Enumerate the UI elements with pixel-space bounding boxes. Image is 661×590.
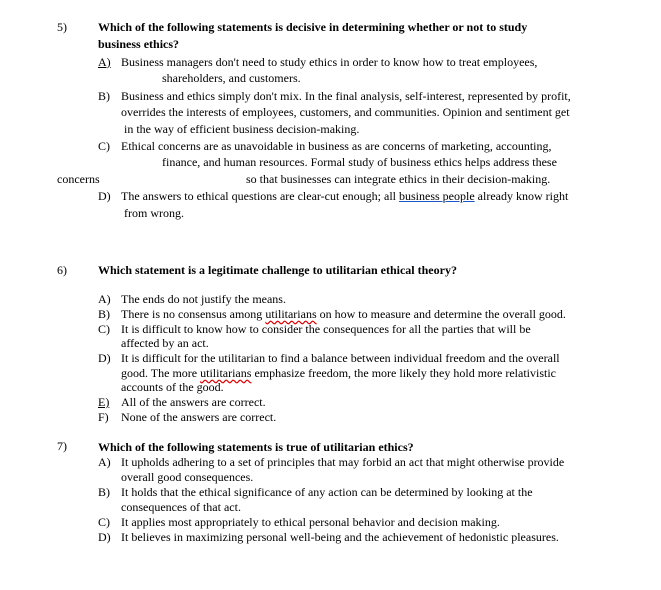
question-6-option-d-line3: accounts of the good. — [121, 380, 224, 394]
question-5-option-b-line3: in the way of efficient business decision-making. — [124, 122, 360, 136]
question-6-option-e-text: All of the answers are correct. — [121, 395, 266, 409]
question-5-option-c-letter: C) — [98, 139, 110, 153]
question-5-option-c-line2: finance, and human resources. Formal study of business ethics helps address these — [162, 155, 557, 169]
question-5-option-d-post: already know right — [474, 189, 569, 203]
question-6-option-d-post: emphasize freedom, the more likely they hold more relativistic — [251, 366, 557, 380]
question-6-option-d-line2 — [121, 366, 556, 381]
question-7-option-b-line2: consequences of that act. — [121, 500, 241, 514]
question-7-number: 7) — [57, 439, 67, 453]
question-6-option-b-pre: There is no consensus among — [121, 307, 266, 321]
question-5-option-d-link[interactable]: business people — [399, 189, 475, 203]
question-5-option-c-line3a: concerns — [57, 172, 100, 186]
question-6-option-c-line2: affected by an act. — [121, 336, 209, 350]
question-5-option-b-line2: overrides the interests of employees, customers, and communities. Opinion and sentiment get — [121, 105, 570, 119]
question-6-option-a-letter: A) — [98, 292, 111, 306]
question-6-option-e-letter: E) — [98, 395, 110, 409]
question-5-option-d-line2: from wrong. — [124, 206, 184, 220]
question-6-option-b-text — [121, 307, 566, 322]
question-6-option-f-letter: F) — [98, 410, 109, 424]
question-6-option-b-letter: B) — [98, 307, 110, 321]
question-6-number: 6) — [57, 263, 67, 277]
question-6-option-b-flagged-word: utilitarians — [265, 307, 317, 321]
question-7-option-d-text: It believes in maximizing personal well-being and the achievement of hedonistic pleasures. — [121, 530, 559, 544]
question-7-option-d-letter: D) — [98, 530, 111, 544]
question-7-option-b-line1: It holds that the ethical significance of any action can be determined by looking at the — [121, 485, 533, 499]
question-5-option-b-line1: Business and ethics simply don't mix. In the final analysis, self-interest, represented by profit, — [121, 89, 571, 103]
question-7-option-a-letter: A) — [98, 455, 111, 469]
question-7-prompt: Which of the following statements is true of utilitarian ethics? — [98, 440, 414, 454]
question-5-prompt-line2: business ethics? — [98, 37, 180, 51]
question-7-option-b-letter: B) — [98, 485, 110, 499]
question-5-option-a-letter: A) — [98, 55, 111, 69]
question-7-option-a-line1: It upholds adhering to a set of principles that may forbid an act that might otherwise provide — [121, 455, 565, 469]
question-5-option-d-pre: The answers to ethical questions are clear-cut enough; all — [121, 189, 399, 203]
question-6-option-a-text: The ends do not justify the means. — [121, 292, 286, 306]
question-6-option-d-flagged-word: utilitarians — [200, 366, 252, 380]
question-7-option-c-letter: C) — [98, 515, 110, 529]
question-7-option-a-line2: overall good consequences. — [121, 470, 254, 484]
question-7-option-c-text: It applies most appropriately to ethical personal behavior and decision making. — [121, 515, 500, 529]
question-6-option-d-line1: It is difficult for the utilitarian to find a balance between individual freedom and the overall — [121, 351, 560, 365]
question-6-option-c-line1: It is difficult to know how to consider the consequences for all the parties that will be — [121, 322, 531, 336]
question-5-option-a-line2: shareholders, and customers. — [162, 71, 301, 85]
question-5-option-d-letter: D) — [98, 189, 111, 203]
question-5-prompt-line1: Which of the following statements is decisive in determining whether or not to study — [98, 20, 528, 34]
question-6-option-d-letter: D) — [98, 351, 111, 365]
question-6-prompt: Which statement is a legitimate challenge to utilitarian ethical theory? — [98, 263, 457, 277]
question-5-option-c-line1: Ethical concerns are as unavoidable in business as are concerns of marketing, accounting, — [121, 139, 552, 153]
question-5-option-c-line3b: so that businesses can integrate ethics in their decision-making. — [246, 172, 551, 186]
question-6-option-d-pre: good. The more — [121, 366, 201, 380]
question-5-option-b-letter: B) — [98, 89, 110, 103]
question-6-option-f-text: None of the answers are correct. — [121, 410, 277, 424]
question-6-option-c-letter: C) — [98, 322, 110, 336]
question-5-option-d-line1 — [121, 189, 568, 204]
question-5-option-a-line1: Business managers don't need to study ethics in order to know how to treat employees, — [121, 55, 538, 69]
question-6-option-b-post: on how to measure and determine the overall good. — [316, 307, 566, 321]
question-5-number: 5) — [57, 20, 67, 34]
